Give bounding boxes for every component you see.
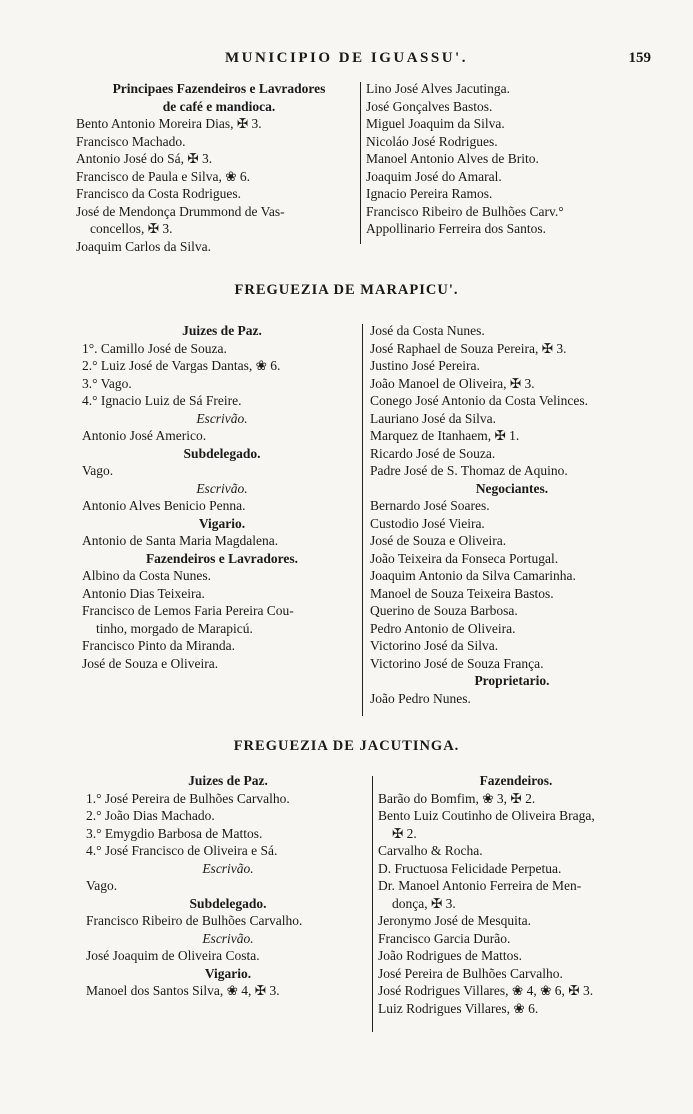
list-item: Francisco da Costa Rodrigues. [76,186,241,201]
list-item: Appollinario Ferreira dos Santos. [366,221,546,236]
list-item: 2.° Luiz José de Vargas Dantas, ❀ 6. [82,358,281,373]
list-item: Francisco Ribeiro de Bulhões Carvalho. [86,913,303,928]
section-marapicu [82,322,654,724]
list-item: Lauriano José da Silva. [370,410,496,426]
list-item: Antonio de Santa Maria Magdalena. [82,533,279,548]
list-item: 4.° José Francisco de Oliveira e Sá. [86,843,278,858]
section-heading: Juizes de Paz. [182,323,262,338]
list-item: Lino José Alves Jacutinga. [366,81,510,96]
list-item: Padre José de S. Thomaz de Aquino. [370,463,568,478]
list-item: Ignacio Pereira Ramos. [366,186,493,201]
list-item: Bento Antonio Moreira Dias, ✠ 3. [76,116,262,131]
list-item: D. Fructuosa Felicidade Perpetua. [378,860,562,876]
list-item: Albino da Costa Nunes. [82,568,211,583]
section-heading: Juizes de Paz. [188,773,268,788]
list-item: 3.° Vago. [82,375,132,391]
list-item: Jeronymo José de Mesquita. [378,913,531,928]
list-item: Custodio José Vieira. [370,515,485,531]
list-item: Antonio Alves Benicio Penna. [82,498,246,513]
list-item: Querino de Souza Barbosa. [370,603,518,618]
list-item: Francisco Garcia Durão. [378,930,511,946]
list-item: Francisco de Paula e Silva, ❀ 6. [76,168,251,184]
list-item: Carvalho & Rocha. [378,843,483,858]
section-heading: de café e mandioca. [162,98,276,114]
list-item: Justino José Pereira. [370,358,480,373]
list-item: José de Souza e Oliveira. [82,655,219,671]
list-item: 1°. Camillo José de Souza. [82,340,227,356]
subheading-italic: Escrivão. [196,480,248,496]
section-heading: Fazendeiros e Lavradores. [145,550,299,566]
list-item: Pedro Antonio de Oliveira. [370,620,516,636]
list-item: Victorino José da Silva. [370,638,499,653]
section-title-jacutinga: FREGUEZIA DE JACUTINGA. [233,738,460,754]
right-column [378,772,654,1017]
list-item: 2.° João Dias Machado. [86,808,215,823]
list-item: Ricardo José de Souza. [370,445,496,461]
list-item: Joaquim José do Amaral. [366,168,502,184]
list-item: José Joaquim de Oliveira Costa. [86,948,260,963]
column-divider [372,776,373,1032]
section-heading: Fazendeiros. [479,773,553,788]
list-item: Francisco Machado. [76,133,186,149]
subheading-italic: Escrivão. [202,930,254,946]
list-item: Francisco de Lemos Faria Pereira Cou- [82,603,294,618]
running-title: MUNICIPIO DE IGUASSU'. [225,50,468,66]
list-item: donça, ✠ 3. [392,895,456,911]
column-divider [360,82,361,244]
list-item: tinho, morgado de Marapicú. [96,620,253,636]
list-item: Manoel dos Santos Silva, ❀ 4, ✠ 3. [86,983,280,998]
list-item: Manoel Antonio Alves de Brito. [366,151,539,166]
list-item: João Pedro Nunes. [370,690,471,706]
list-item: Vago. [82,463,114,478]
left-column [82,322,362,672]
list-item: Manoel de Souza Teixeira Bastos. [370,585,554,601]
list-item: Antonio José do Sá, ✠ 3. [76,151,213,166]
list-item: Nicoláo José Rodrigues. [366,133,498,149]
list-item: Conego José Antonio da Costa Velinces. [370,393,588,408]
subheading-italic: Escrivão. [196,410,248,426]
section-heading: Negociantes. [475,480,549,496]
section-fazendeiros-iguassu [76,80,654,254]
list-item: Luiz Rodrigues Villares, ❀ 6. [378,1000,539,1016]
right-column [366,80,654,238]
page-number: 159 [628,50,651,66]
list-item: Francisco Pinto da Miranda. [82,638,235,653]
section-heading: Subdelegado. [183,445,261,461]
list-item: José de Mendonça Drummond de Vas- [76,203,285,219]
list-item: Vago. [86,878,118,893]
list-item: Barão do Bomfim, ❀ 3, ✠ 2. [378,790,536,806]
list-item: José de Souza e Oliveira. [370,533,507,548]
list-item: João Teixeira da Fonseca Portugal. [370,550,559,566]
list-item: Joaquim Antonio da Silva Camarinha. [370,568,576,583]
list-item: Miguel Joaquim da Silva. [366,116,505,131]
section-heading: Proprietario. [474,673,550,688]
right-column [370,322,654,707]
list-item: Antonio José Americo. [82,428,207,443]
list-item: Bernardo José Soares. [370,498,490,513]
list-item: ✠ 2. [392,825,417,841]
section-heading: Subdelegado. [189,895,267,911]
list-item: José Pereira de Bulhões Carvalho. [378,965,563,981]
section-jacutinga [86,772,654,1037]
list-item: João Rodrigues de Mattos. [378,948,522,963]
left-column [76,80,362,255]
section-heading: Vigario. [198,515,246,531]
section-heading: Principaes Fazendeiros e Lavradores [112,81,326,96]
list-item: Marquez de Itanhaem, ✠ 1. [370,428,520,443]
list-item: Joaquim Carlos da Silva. [76,238,211,254]
list-item: 4.° Ignacio Luiz de Sá Freire. [82,393,242,408]
list-item: Francisco Ribeiro de Bulhões Carv.° [366,203,564,219]
section-heading: Vigario. [204,965,252,981]
list-item: José da Costa Nunes. [370,323,485,338]
list-item: concellos, ✠ 3. [90,221,173,236]
list-item: 1.° José Pereira de Bulhões Carvalho. [86,790,290,806]
list-item: 3.° Emygdio Barbosa de Mattos. [86,825,263,841]
list-item: João Manoel de Oliveira, ✠ 3. [370,375,535,391]
list-item: Bento Luiz Coutinho de Oliveira Braga, [378,808,595,823]
list-item: José Raphael de Souza Pereira, ✠ 3. [370,340,567,356]
column-divider [362,324,363,716]
left-column [86,772,370,1000]
list-item: José Rodrigues Villares, ❀ 4, ❀ 6, ✠ 3. [378,983,594,998]
subheading-italic: Escrivão. [202,860,254,876]
list-item: Antonio Dias Teixeira. [82,585,205,601]
list-item: Victorino José de Souza França. [370,655,544,671]
section-title-marapicu: FREGUEZIA DE MARAPICU'. [234,282,459,298]
list-item: Dr. Manoel Antonio Ferreira de Men- [378,878,582,893]
page-header [0,50,693,70]
list-item: José Gonçalves Bastos. [366,98,493,114]
